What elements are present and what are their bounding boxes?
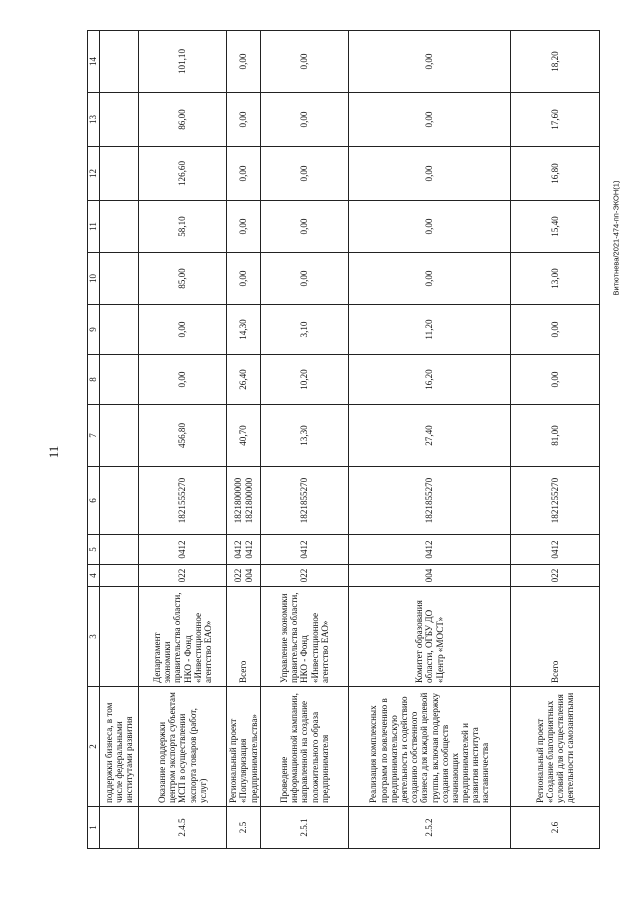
code-column-6-line: 1821855270 (299, 477, 310, 524)
header-cell: 14 (88, 31, 100, 93)
value-cell: 0,00 (139, 305, 227, 355)
value-cell (100, 31, 139, 93)
code-column-6-line: 1821800000 (233, 477, 244, 524)
code-column-4-line: 022 (299, 568, 310, 583)
table-row (100, 31, 139, 849)
table-row (261, 31, 349, 849)
value-cell: 0,00 (227, 147, 261, 201)
executor: Управление экономики правительства области, НКО - Фонд «Инвестиционное агентство ЕАО» (261, 587, 349, 687)
header-cell: 11 (88, 201, 100, 253)
header-cell: 9 (88, 305, 100, 355)
header-cell: 1 (88, 807, 100, 849)
code-column-6-line: 1821555270 (177, 477, 188, 524)
code-column-5-line: 0412 (233, 540, 244, 559)
value-cell: 0,00 (261, 93, 349, 147)
row-number: 2.5 (227, 807, 261, 849)
event-name: Реализация комплексных программ по вовлечению в предпринимательскую деятельность и содействию созданию собственного бизнеса для каждой целевой группы, включая поддержку создания сообществ начинающих предпринимателей и развития института наставничества (349, 687, 511, 807)
page-number: 11 (46, 445, 61, 459)
value-cell: 16,20 (349, 355, 511, 405)
rotated-table-container (87, 31, 639, 849)
code-column-6 (100, 467, 139, 535)
event-name: Проведение информационной кампании, направленной на создание положительного образа предпринимателя (261, 687, 349, 807)
value-cell: 17,60 (511, 93, 600, 147)
code-column-5 (100, 535, 139, 565)
value-cell: 11,20 (349, 305, 511, 355)
code-column-4 (261, 565, 349, 587)
code-column-5-line: 0412 (177, 540, 188, 559)
header-cell: 3 (88, 587, 100, 687)
table-row (349, 31, 511, 849)
header-cell: 10 (88, 253, 100, 305)
code-column-5-line: 0412 (549, 540, 560, 559)
value-cell: 0,00 (511, 355, 600, 405)
value-cell: 0,00 (139, 355, 227, 405)
code-column-5 (261, 535, 349, 565)
value-cell: 58,10 (139, 201, 227, 253)
header-cell: 2 (88, 687, 100, 807)
row-number (100, 807, 139, 849)
executor: Департамент экономики правительства области, НКО - Фонд «Инвестиционное агентство ЕАО» (139, 587, 227, 687)
code-column-4-line: 022 (233, 568, 244, 583)
code-column-5 (349, 535, 511, 565)
header-cell: 6 (88, 467, 100, 535)
value-cell: 40,70 (227, 405, 261, 467)
code-column-6-line: 1821800000 (243, 477, 254, 524)
event-name: Региональный проект «Создание благоприятных условий для осуществления деятельности самозанятыми (511, 687, 600, 807)
code-column-4 (511, 565, 600, 587)
header-cell: 7 (88, 405, 100, 467)
code-column-6-line: 1821255270 (549, 477, 560, 524)
executor: Комитет образования области, ОГБУ ДО «Центр «МОСТ» (349, 587, 511, 687)
table-row (227, 31, 261, 849)
code-column-6 (261, 467, 349, 535)
value-cell: 18,20 (511, 31, 600, 93)
event-name: Региональный проект «Популяризация предпринимательства» (227, 687, 261, 807)
value-cell: 27,40 (349, 405, 511, 467)
value-cell: 0,00 (349, 31, 511, 93)
header-cell: 4 (88, 565, 100, 587)
value-cell: 16,80 (511, 147, 600, 201)
row-number: 2.4.5 (139, 807, 227, 849)
value-cell: 0,00 (349, 253, 511, 305)
header-cell: 8 (88, 355, 100, 405)
value-cell: 0,00 (227, 93, 261, 147)
value-cell: 85,00 (139, 253, 227, 305)
code-column-4-line: 004 (243, 568, 254, 583)
value-cell (100, 93, 139, 147)
value-cell: 10,20 (261, 355, 349, 405)
executor: Всего (227, 587, 261, 687)
code-column-4-line: 004 (424, 568, 435, 583)
header-cell: 12 (88, 147, 100, 201)
document-code: Витютнева/2021-474-пп-ЭКОН(1) (611, 180, 621, 296)
value-cell: 456,80 (139, 405, 227, 467)
value-cell (100, 355, 139, 405)
code-column-6 (349, 467, 511, 535)
header-cell: 5 (88, 535, 100, 565)
row-number: 2.6 (511, 807, 600, 849)
value-cell: 86,00 (139, 93, 227, 147)
table-row (139, 31, 227, 849)
table-row (511, 31, 600, 849)
value-cell: 26,40 (227, 355, 261, 405)
value-cell: 0,00 (511, 305, 600, 355)
code-column-6 (511, 467, 600, 535)
value-cell: 13,30 (261, 405, 349, 467)
table-body (88, 31, 600, 849)
value-cell: 0,00 (349, 93, 511, 147)
code-column-5 (139, 535, 227, 565)
code-column-4-line: 022 (549, 568, 560, 583)
code-column-5-line: 0412 (424, 540, 435, 559)
header-row (88, 31, 100, 849)
budget-table (87, 30, 600, 849)
value-cell: 13,00 (511, 253, 600, 305)
code-column-5-line: 0412 (299, 540, 310, 559)
code-column-4-line: 022 (177, 568, 188, 583)
row-number: 2.5.1 (261, 807, 349, 849)
value-cell: 3,10 (261, 305, 349, 355)
executor: Всего (511, 587, 600, 687)
value-cell (100, 305, 139, 355)
value-cell (100, 147, 139, 201)
value-cell (100, 253, 139, 305)
header-cell: 13 (88, 93, 100, 147)
value-cell: 0,00 (261, 253, 349, 305)
value-cell: 0,00 (227, 253, 261, 305)
executor (100, 587, 139, 687)
value-cell: 126,60 (139, 147, 227, 201)
code-column-5 (227, 535, 261, 565)
value-cell: 0,00 (349, 201, 511, 253)
code-column-5 (511, 535, 600, 565)
value-cell: 0,00 (261, 147, 349, 201)
value-cell: 0,00 (349, 147, 511, 201)
code-column-4 (349, 565, 511, 587)
event-name: поддержки бизнеса, в том числе федеральными институтами развития (100, 687, 139, 807)
value-cell: 14,30 (227, 305, 261, 355)
code-column-5-line: 0412 (243, 540, 254, 559)
value-cell: 0,00 (227, 201, 261, 253)
value-cell: 0,00 (227, 31, 261, 93)
value-cell (100, 405, 139, 467)
value-cell: 81,00 (511, 405, 600, 467)
value-cell: 0,00 (261, 201, 349, 253)
row-number: 2.5.2 (349, 807, 511, 849)
value-cell: 15,40 (511, 201, 600, 253)
code-column-6 (139, 467, 227, 535)
code-column-4 (139, 565, 227, 587)
value-cell: 0,00 (261, 31, 349, 93)
value-cell (100, 201, 139, 253)
value-cell: 101,10 (139, 31, 227, 93)
code-column-6-line: 1821855270 (424, 477, 435, 524)
code-column-6 (227, 467, 261, 535)
event-name: Оказание поддержки центром экспорта субъектам МСП в осуществлении экспорта товаров (работ, услуг) (139, 687, 227, 807)
code-column-4 (227, 565, 261, 587)
code-column-4 (100, 565, 139, 587)
